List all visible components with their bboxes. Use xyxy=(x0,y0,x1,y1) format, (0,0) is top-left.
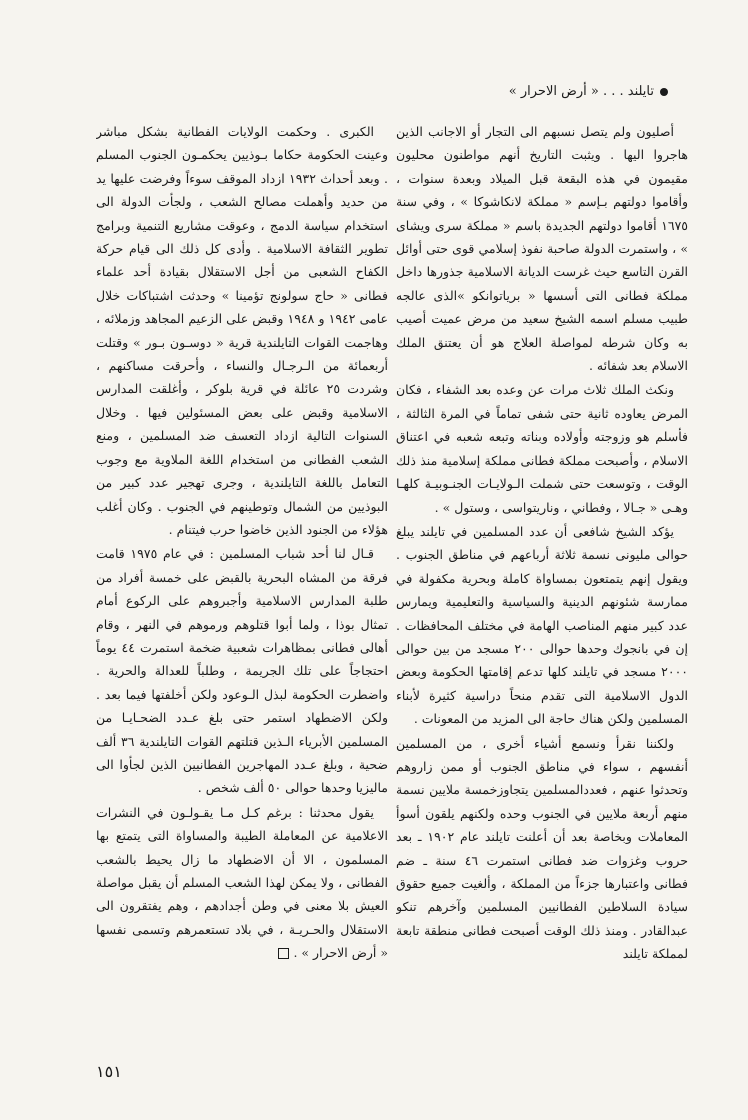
running-header xyxy=(509,84,668,99)
bullet-icon xyxy=(660,88,668,96)
paragraph: قـال لنا أحد شباب المسلمين : في عام ١٩٧٥ قامت فرقة من المشاه البحرية بالقبض على خمسة أفراد من طلبة المدارس الاسلامية وأجبروهم على الركوع أمام تمثال بوذا ، ولما أبوا قتلوهم ورموهم في النهر ، وقام أهالى فطانى بمظاهرات شعبية ضخمة استمرت ٤٤ يوماً احتجاجاً على تلك الجريمة ، وطلباً للعدالة والحرية . واضطرت الحكومة لبذل الـوعود ولكن أخلفتها فيما بعد . ولكن الاضطهاد استمر حتى بلغ عـدد الضحـايـا من المسلمين الأبرياء الـذين قتلتهم القوات التايلندية ٣٦ ألف ضحية ، وبلغ عـدد المهاجرين الفطانيين الذين لجأوا الى ماليزيا وحدها حوالى ٥٠ ألف شخص . xyxy=(96,546,388,796)
paragraph: الكبرى . وحكمت الولايات الفطانية بشكل مباشر وعينت الحكومة حكاما بـوذيين يحكمـون الجنوب المسلم . وبعد أحداث ١٩٣٢ ازداد الموقف سوءاً وفرضت عليها يد من حديد وأهملت مصالح الشعب ، ولجأت الدولة الى استخدام سياسة الدمج ، وعوقت مشاريع التنمية وبرامج تطوير الثقافة الاسلامية . وأدى كل ذلك الى قيام حركة الكفاح الشعبى من أجل الاستقلال بقيادة أحد علماء فطانى « حاج سولونج تؤمينا » وحدثت اشتباكات خلال عامى ١٩٤٢ و ١٩٤٨ وقبض على الزعيم المجاهد وزملائه ، وهاجمت القوات التايلندية قرية « دوسـون بـور » وقتلت أربعمائة من الـرجـال والنساء ، وأحرقت مساكنهم ، وشردت ٢٥ عائلة في قرية بلوكر ، وأغلقت المدارس الاسلامية وقبض على بعض المسئولين فيها . وخلال السنوات التالية ازداد التعسف ضد المسلمين ، ومنع الشعب الفطانى من استخدام اللغة الملاوية مع وجوب التعامل باللغة التايلندية ، وجرى تهجير عدد كبير من البوذيين من الشمال وتوطينهم في الجنوب . وكان أغلب هؤلاء من الجنود الذين خاضوا حرب فيتنام . xyxy=(96,124,388,537)
right-column xyxy=(396,120,688,1040)
running-title: تايلند . . . « أرض الاحرار » xyxy=(508,84,654,99)
paragraph: يؤكد الشيخ شافعى أن عدد المسلمين في تايلند يبلغ حوالى مليونى نسمة ثلاثة أرباعهم في مناطق الجنوب . ويقول إنهم يتمتعون بمساواة كاملة وبحرية مكفولة في ممارسة شئونهم الدينية والسياسية والتعليمية ويمارس عدد كبير منهم المناصب الهامة في مختلف المحافظات . إن في بانجوك وحدها حوالى ٢٠٠ مسجد من بين حوالى ٢٠٠٠ مسجد في تايلند كلها تدعم إقامتها الحكومة وبعض الدول الاسلامية التى تقدم منحاً دراسية كثيرة لأبناء المسلمين ولكن هناك حاجة الى المزيد من المعونات . xyxy=(396,523,688,727)
paragraph: أصليون ولم يتصل نسبهم الى التجار أو الاجانب الذين هاجروا اليها . ويثبت التاريخ أنهم مواطنون محليون مقيمون في هذه البقعة قبل الميلاد وبعدة سنوات ، وأقاموا دولتهم بـإسم « مملكة لانكاشوكا » ، وفي سنة ١٦٧٥ أقاموا دولتهم الجديدة باسم « مملكة سرى ويشاى » ، واستمرت الدولة صاحبة نفوذ إسلامي قوى حتى أوائل القرن التاسع حيث غرست الديانة الاسلامية جذورها داخل مملكة فطانى التى أسسها « برياتوانكو »الذى عالجه طبيب مسلم اسمه الشيخ سعيد من مرض عميت أصيب به وكان شرطه لمواصلة العلاج هو أن يعتنق الملك الاسلام بعد شفائه . xyxy=(396,124,688,374)
left-column xyxy=(96,120,388,1040)
paragraph: ولكننا نقرأ ونسمع أشياء أخرى ، من المسلمين أنفسهم ، سواء في مناطق الجنوب أو ممن زاروهم وتحدثوا عنهم ، فعددالمسلمين يتجاوزخمسة ملايين نسمة منهم أربعة ملايين في الجنوب وحده ولكنهم يلقون أسوأ المعاملات وبخاصة بعد أن أعلنت تايلند عام ١٩٠٢ ـ بعد حروب وغزوات ضد فطانى استمرت ٤٦ سنة ـ ضم فطانى واعتبارها جزءاً من المملكة ، وألغيت جميع حقوق سيادة السلاطين الفطانيين المسلمين وآخرهم تنكو عبدالقادر . ومنذ ذلك الوقت أصبحت فطانى منطقة تابعة لمملكة تايلند xyxy=(396,735,688,962)
final-paragraph-text: يقول محدثنا : برغم كـل مـا يقـولـون في النشرات الاعلامية عن المعاملة الطيبة والمساواة التى يتمتع بها المسلمون ، الا أن الاضطهاد ما زال يحيط بالشعب الفطانى ، ولا يمكن لهذا الشعب المسلم أن يقبل مواصلة العيش بلا معنى في وطن أجدادهم ، وهم يفتقرون الى الاستقلال والحـريـة ، في بلاد تستعمرهم وتسمى نفسها « أرض الاحرار » . xyxy=(96,804,388,961)
page-number: ١٥١ xyxy=(96,1062,122,1081)
end-of-article-icon xyxy=(278,948,289,959)
paragraph: ونكث الملك ثلاث مرات عن وعده بعد الشفاء ، فكان المرض يعاوده ثانية حتى شفى تماماً في المرة الثالثة ، فأسلم هو وزوجته وأولاده وبناته وتبعه شعبه في اعتناق الاسلام ، وأصبحت مملكة فطانى مملكة إسلامية منذ ذلك الوقت ، وتوسعت حتى شملت الـولايـات الجنـوبيـة كلهـا وهـى « جـالا ، وفطاني ، وناريتواسى ، وستول » . xyxy=(396,382,688,515)
paragraph-final xyxy=(96,801,388,965)
